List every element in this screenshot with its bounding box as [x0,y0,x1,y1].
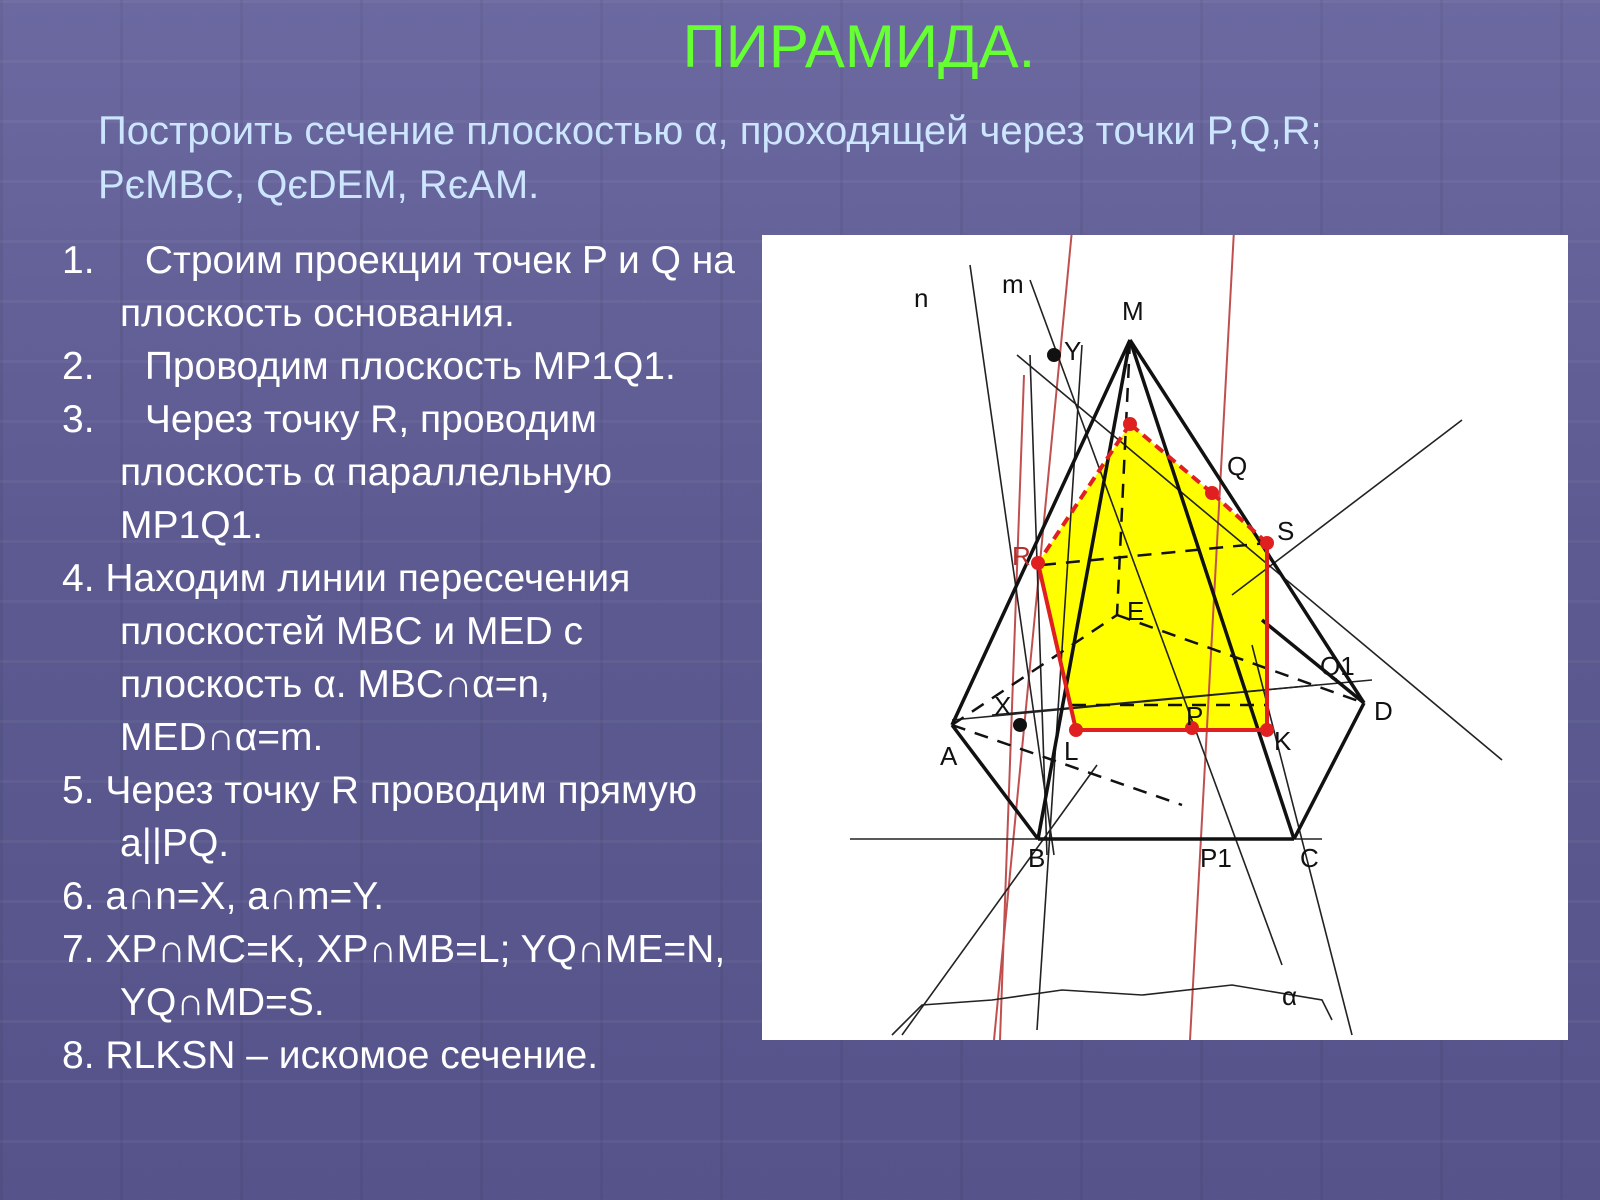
step-item [62,1029,752,1082]
step-text: Через точку R, проводим плоскость α параллельную MP1Q1. [120,398,613,547]
label-Q1: Q1 [1320,651,1355,681]
step-item [62,552,752,764]
pyramid-diagram [762,235,1568,1040]
step-item [62,393,752,552]
label-X: X [994,691,1012,721]
step-number: 3. [62,398,95,441]
step-text: Строим проекции точек P и Q на плоскость основания. [120,239,735,335]
step-item [62,234,752,340]
label-Q: Q [1227,451,1248,481]
step-number: 8. [62,1034,95,1077]
task-statement [98,104,1568,212]
label-B: B [1028,843,1046,873]
step-text: Через точку R проводим прямую a||PQ. [105,769,698,865]
step-item [62,764,752,870]
label-n: n [914,283,929,313]
label-E: E [1127,596,1145,626]
step-item [62,340,752,393]
task-line-1: Построить сечение плоскостью α, проходящей через точки P,Q,R; [98,109,1322,153]
step-text: XP∩MC=K, XP∩MB=L; YQ∩ME=N, YQ∩MD=S. [105,928,726,1024]
label-M: M [1122,296,1144,326]
task-line-2: PєMBC, QєDEM, RєAM. [98,163,540,207]
step-number: 5. [62,769,95,812]
step-text: Находим линии пересечения плоскостей MBC и MED с плоскость α. MBC∩α=n, MED∩α=m. [105,557,631,759]
steps-list [62,234,752,1082]
step-number: 7. [62,928,95,971]
step-number: 1. [62,239,95,282]
label-P1: P1 [1200,843,1232,873]
label-P: P [1186,701,1204,731]
label-m: m [1002,269,1024,299]
step-item [62,923,752,1029]
label-Y: Y [1064,336,1082,366]
step-text: RLKSN – искомое сечение. [105,1034,599,1077]
label-alpha: α [1282,981,1298,1011]
label-R: R [1012,541,1031,571]
pyramid-figure [762,235,1568,1040]
step-item [62,870,752,923]
label-K: K [1274,726,1292,756]
step-number: 2. [62,345,95,388]
step-number: 4. [62,557,95,600]
label-L: L [1064,736,1079,766]
label-A: A [940,741,958,771]
label-C: C [1300,843,1319,873]
label-S: S [1277,516,1295,546]
step-number: 6. [62,875,95,918]
step-text: a∩n=X, a∩m=Y. [105,875,385,918]
label-D: D [1374,696,1393,726]
step-text: Проводим плоскость MP1Q1. [134,345,676,388]
slide-title: ПИРАМИДА. [682,13,1036,80]
